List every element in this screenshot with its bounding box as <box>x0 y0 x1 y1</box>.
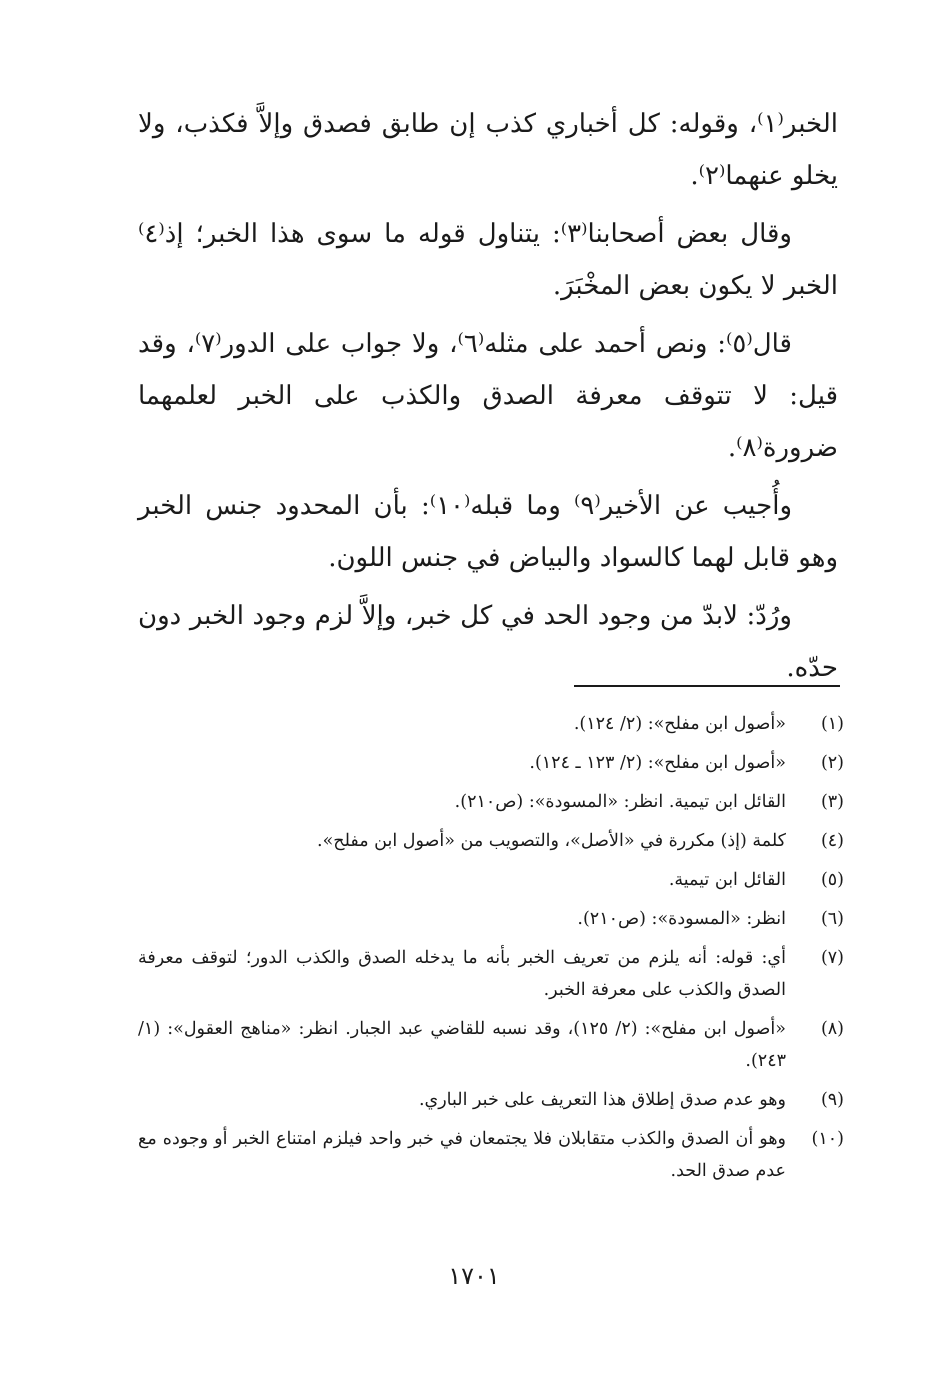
footnote-text: وهو أن الصدق والكذب متقابلان فلا يجتمعان في خبر واحد فيلزم امتناع الخبر أو وجوده مع عدم صدق الحد. <box>138 1129 786 1181</box>
footnote-number: (١٠) <box>811 1129 844 1149</box>
main-text <box>138 98 838 700</box>
footnote-item <box>138 825 844 857</box>
footnote-text: «أصول ابن مفلح»: (٢/ ١٢٣ ـ ١٢٤). <box>529 753 786 773</box>
footnote-text: «أصول ابن مفلح»: (٢/ ١٢٤). <box>573 714 786 734</box>
footnote-item <box>138 942 844 1006</box>
footnotes <box>138 708 844 1194</box>
footnote-item <box>138 864 844 896</box>
footnote-text: كلمة (إذ) مكررة في «الأصل»، والتصويب من «أصول ابن مفلح». <box>317 831 786 851</box>
paragraph: وقال بعض أصحابنا⁽٣⁾: يتناول قوله ما سوى هذا الخبر؛ إذ⁽٤⁾ الخبر لا يكون بعض المخْبَرَ. <box>138 219 838 301</box>
footnote-text: وهو عدم صدق إطلاق هذا التعريف على خبر الباري. <box>418 1090 786 1110</box>
paragraph: وأُجيب عن الأخير⁽٩⁾ وما قبله⁽١٠⁾: بأن المحدود جنس الخبر وهو قابل لهما كالسواد والبياض في جنس اللون. <box>138 491 838 573</box>
footnote-item <box>138 786 844 818</box>
footnote-number: (٥) <box>820 870 844 890</box>
footnote-number: (٤) <box>820 831 844 851</box>
footnote-number: (٨) <box>820 1019 844 1039</box>
footnote-item <box>138 747 844 779</box>
page-number: ١٧٠١ <box>448 1262 500 1290</box>
footnote-item <box>138 1123 844 1187</box>
footnote-number: (٦) <box>820 909 844 929</box>
footnote-number: (٧) <box>820 948 844 968</box>
footnote-number: (١) <box>820 714 844 734</box>
paragraph: الخبر⁽١⁾، وقوله: كل أخباري كذب إن طابق فصدق وإلاَّ فكذب، ولا يخلو عنهما⁽٢⁾. <box>138 109 838 191</box>
footnote-item <box>138 1013 844 1077</box>
footnote-text: القائل ابن تيمية. <box>668 870 786 890</box>
footnote-text: «أصول ابن مفلح»: (٢/ ١٢٥)، وقد نسبه للقاضي عبد الجبار. انظر: «مناهج العقول»: (١/ ٢٤٣). <box>138 1019 786 1071</box>
footnote-text: انظر: «المسودة»: (ص٢١٠). <box>577 909 786 929</box>
footnote-text: القائل ابن تيمية. انظر: «المسودة»: (ص٢١٠). <box>454 792 786 812</box>
footnote-number: (٢) <box>820 753 844 773</box>
footnote-item <box>138 708 844 740</box>
paragraph: ورُدّ: لابدّ من وجود الحد في كل خبر، وإلاَّ لزم وجود الخبر دون حدّه. <box>138 601 838 683</box>
footnote-number: (٩) <box>820 1090 844 1110</box>
footnote-item <box>138 903 844 935</box>
footnote-separator <box>574 685 840 687</box>
footnote-text: أي: قوله: أنه يلزم من تعريف الخبر بأنه ما يدخله الصدق والكذب الدور؛ لتوقف معرفة الصدق والكذب على معرفة الخبر. <box>138 948 786 1000</box>
paragraph: قال⁽٥⁾: ونص أحمد على مثله⁽٦⁾، ولا جواب على الدور⁽٧⁾، وقد قيل: لا تتوقف معرفة الصدق والكذب على الخبر لعلمهما ضرورة⁽٨⁾. <box>138 329 838 463</box>
footnote-number: (٣) <box>820 792 844 812</box>
footnote-item <box>138 1084 844 1116</box>
